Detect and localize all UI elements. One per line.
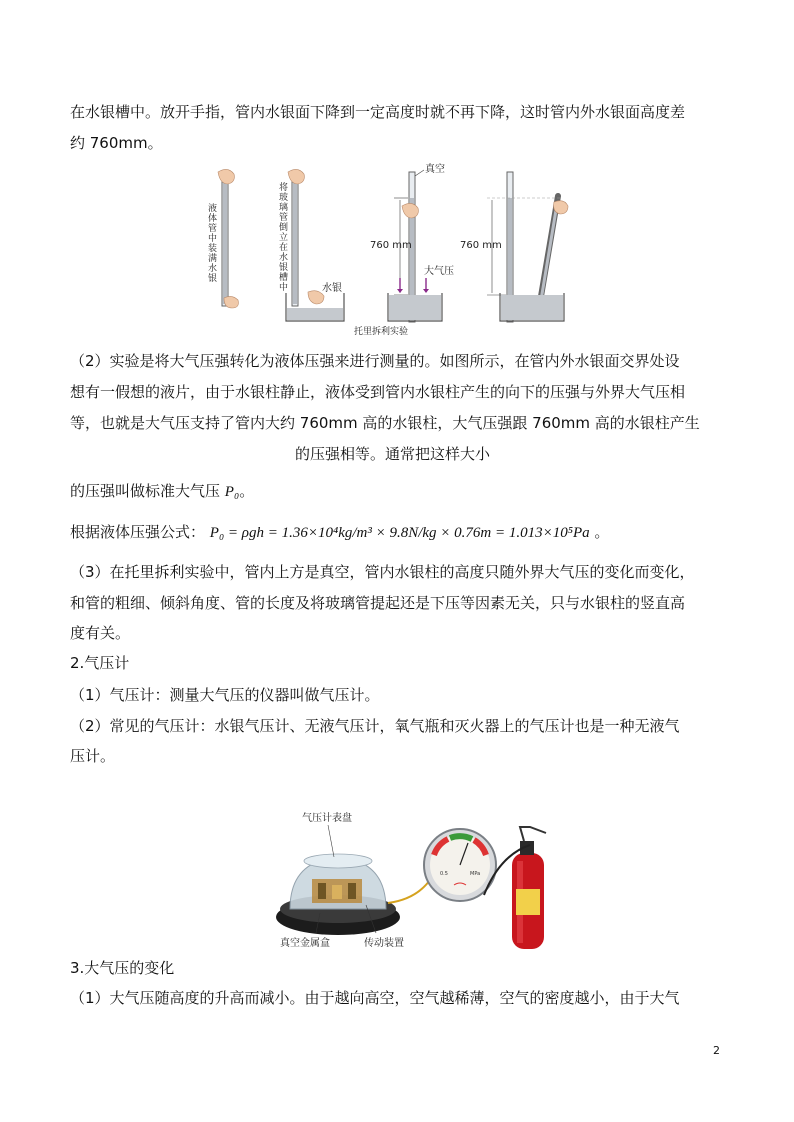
list-item: （1）大气压随高度的升高而减小。由于越向高空，空气越稀薄，空气的密度越小，由于大气 bbox=[70, 989, 680, 1007]
hand-icon bbox=[402, 203, 418, 218]
panel-tube-full bbox=[206, 169, 238, 308]
section-heading: 3.大气压的变化 bbox=[70, 959, 175, 977]
list-item: 压计。 bbox=[70, 747, 116, 765]
label-height-a: 760 mm bbox=[370, 240, 412, 251]
hand-icon bbox=[218, 169, 234, 184]
paragraph-line: （2）实验是将大气压强转化为液体压强来进行测量的。如图所示，在管内外水银面交界处设 bbox=[70, 352, 680, 370]
list-item: （1）气压计：测量大气压的仪器叫做气压计。 bbox=[70, 686, 380, 704]
formula-line bbox=[70, 522, 609, 543]
label-mercury: 水银 bbox=[322, 283, 342, 294]
hand-icon bbox=[288, 169, 304, 184]
gauge-value: 0.5 bbox=[440, 871, 448, 877]
paragraph-line: 的压强相等。通常把这样大小 bbox=[295, 445, 491, 463]
formula-prefix: 根据液体压强公式： bbox=[70, 523, 206, 541]
paragraph-line: 度有关。 bbox=[70, 624, 131, 642]
label-drive: 传动装置 bbox=[364, 938, 404, 949]
paragraph-line: 约 760mm。 bbox=[70, 134, 163, 152]
section-heading: 2.气压计 bbox=[70, 654, 130, 672]
torricelli-figure bbox=[196, 158, 576, 338]
formula-suffix: 。 bbox=[594, 523, 610, 541]
panel-tilted bbox=[460, 172, 568, 322]
barometer-figure bbox=[268, 805, 558, 953]
pressure-formula: P₀ = ρgh = 1.36×10⁴kg/m³ × 9.8N/kg × 0.76m = 1.013×10⁵Pa bbox=[209, 525, 590, 541]
panel-invert bbox=[277, 169, 344, 321]
period: 。 bbox=[239, 482, 255, 500]
hand-icon bbox=[554, 201, 568, 214]
label-vacuum: 真空 bbox=[425, 164, 445, 175]
label-height-b: 760 mm bbox=[460, 240, 502, 251]
label-box: 真空金属盒 bbox=[280, 938, 330, 949]
paragraph-line: 在水银槽中。放开手指，管内水银面下降到一定高度时就不再下降，这时管内外水银面高度差 bbox=[70, 103, 686, 121]
paragraph-line: 和管的粗细、倾斜角度、管的长度及将玻璃管提起还是下压等因素无关，只与水银柱的竖直高 bbox=[70, 594, 686, 612]
p0-symbol: P₀ bbox=[224, 484, 240, 500]
panel-760 bbox=[370, 162, 454, 322]
fire-extinguisher-icon bbox=[484, 827, 546, 949]
paragraph-line: （3）在托里拆利实验中，管内上方是真空，管内水银柱的高度只随外界大气压的变化而变化， bbox=[70, 563, 695, 581]
gauge-unit: MPa bbox=[470, 871, 481, 877]
figure-caption: 托里拆利实验 bbox=[354, 327, 409, 337]
standard-pressure-text: 的压强叫做标准大气压 bbox=[70, 482, 221, 500]
label-dial: 气压计表盘 bbox=[302, 813, 352, 824]
label-tube-full: 液体管中装满水银 bbox=[206, 203, 216, 283]
paragraph-line: 想有一假想的液片，由于水银柱静止，液体受到管内水银柱产生的向下的压强与外界大气压相 bbox=[70, 383, 686, 401]
paragraph-line: 等，也就是大气压支持了管内大约 760mm 高的水银柱，大气压强跟 760mm 高的水银柱产生 bbox=[70, 414, 700, 432]
label-invert: 将玻璃管倒立在水银槽中 bbox=[277, 182, 287, 292]
label-pressure: 大气压 bbox=[424, 266, 454, 277]
list-item: （2）常见的气压计：水银气压计、无液气压计，氧气瓶和灭火器上的气压计也是一种无液气 bbox=[70, 717, 680, 735]
aneroid-barometer-icon bbox=[276, 854, 432, 935]
paragraph-line bbox=[70, 481, 254, 502]
page-number: 2 bbox=[713, 1044, 720, 1057]
